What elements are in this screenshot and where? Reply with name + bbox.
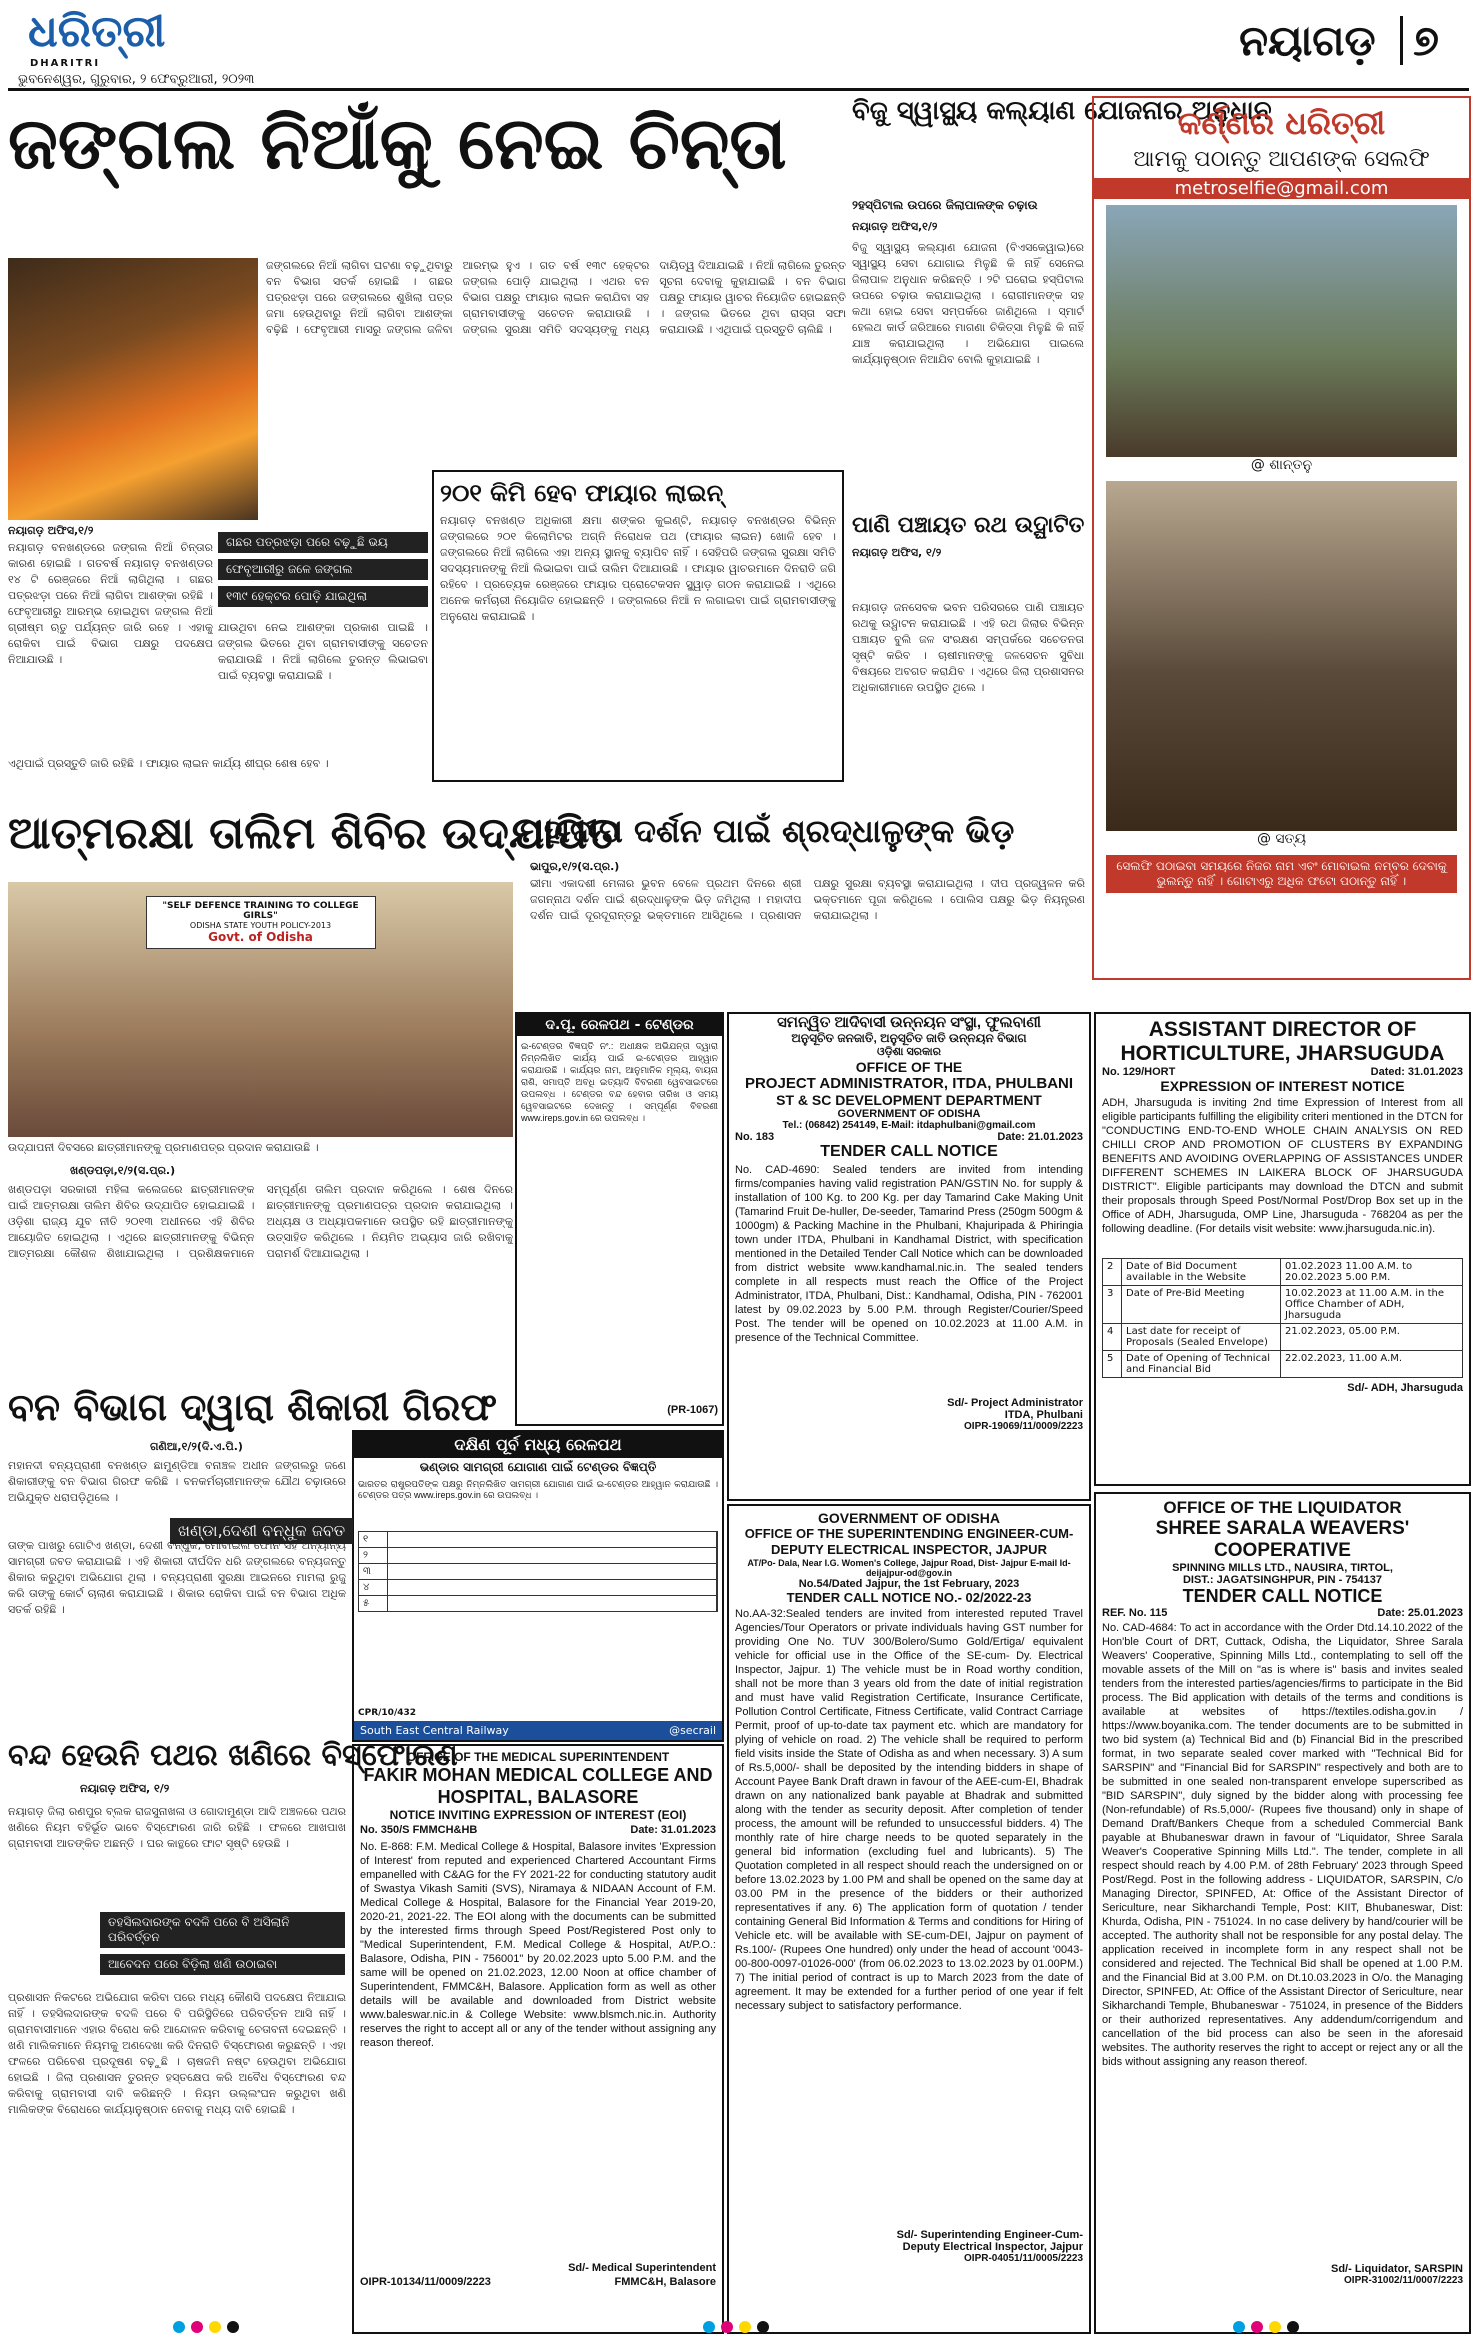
sarala-body: No. CAD-4684: To act in accordance with the Order Dtd.14.10.2022 of the Hon'ble Court of DRT, Cuttack, Odisha, the Liquidator, Shree Sarala Weavers' Cooperative, Spinning Mills Ltd., contemplating to sell off the movable assets of the Mill on "as is where is" basis and invites sealed tenders from the interested parties/agencies/firms to participate in the Bid process. The Bid application with details of the terms and conditions is available at websites of https://textiles.odisha.gov.in / https://www.boyanika.com. The tender documents are to be submitted in two bid system (a) Technical Bid and (b) Financial Bid in the prescribed format, in two separate sealed cover marked with "Technical Bid for SARSPIN" and "Financial Bid for SARSPIN" respectively and both are to be submitted in one sealed non-transparent envelope superscribed as "BID SARSPIN", duly signed by the bidder along with processing fee (Non-refundable) of Rs.5,000/- (Rupees five thousand) only in shape of Demand Draft/Bankers Cheque from a scheduled Commercial Bank payable at Bhubaneswar drawn in favour of "Liquidator, Shree Sarala Weaver's Cooperative Spinning Mills Ltd.". The tender, complete in all respect should reach by 4.00 P.M. of 28th February' 2023 through Speed Post/Regd. Post in the following address - LIQUIDATOR, SARSPIN, C/o Managing Director, SPINFED, At: Office of the Assistant Director of Sericulture, near Sikharchandi Temple, Post: KIIT, Bhubaneswar, Dist: Khurda, Odisha, PIN - 751024. In no case delivery by hand/courier will be accepted. The authority shall not be responsible for any postal delay. The application received in incomplete form in any respect shall not be considered and rejected. The Technical Bid shall be opened at 1.00 P.M. and the Financial Bid at 3.00 P.M. on Dt.10.03.2023 in O/o. the Managing Director, SPINFED, At: Office of the Assistant Director of Sericulture, near Sikharchandi Temple, Bhubaneswar - 751024, in presence of the Bidders or their authorized representatives. Any addendum/corrigendum and cancellation of the bid process can also be seen in the aforesaid websites. The authority reserves the right to accept or reject any or all the bids without assigning any reason thereof. [1102,1622,1463,2068]
lead-bullets [218,532,428,607]
railway-tender-body: ଇ-ଟେଣ୍ଡର ବିଜ୍ଞପ୍ତି ନଂ.: ଅଧୀକ୍ଷକ ଅଭିଯନ୍ତା ଦ୍ୱାରା ନିମ୍ନଲିଖିତ କାର୍ଯ୍ୟ ପାଇଁ ଇ-ଟେଣ୍ଡର ଆହ୍ୱାନ କରାଯାଉଛି । କାର୍ଯ୍ୟର ନାମ, ଆନୁମାନିକ ମୂଲ୍ୟ, ବାୟନା ରାଶି, ସମାପ୍ତି ଅବଧି ଇତ୍ୟାଦି ବିବରଣୀ ୱେବସାଇଟରେ ଉପଲବ୍ଧ । ଟେଣ୍ଡର ବନ୍ଦ ହେବାର ତାରିଖ ଓ ସମୟ ୱେବସାଇଟରେ ଦେଖନ୍ତୁ । ସମ୍ପୂର୍ଣ୍ଣ ବିବରଣୀ www.ireps.gov.in ରେ ଉପଲବ୍ଧ । [521,1041,718,1123]
secr-handle: @secrail [669,1724,716,1737]
jajpur-sign2: Deputy Electrical Inspector, Jajpur [902,2241,1083,2253]
selfie-banner: କର୍ଣ୍ଣର ଧରିତ୍ରୀ [1177,104,1386,142]
horti-title: ASSISTANT DIRECTOR OF HORTICULTURE, JHARSUGUDA [1120,1018,1445,1065]
defence-banner-sub: ODISHA STATE YOUTH POLICY-2013 [189,921,332,930]
secr-footer-name: South East Central Railway [360,1724,509,1737]
panchayat-body: ନୟାଗଡ଼ ଜନସେବକ ଭବନ ପରିସରରେ ପାଣି ପଞ୍ଚାୟତ ରଥକୁ ଉଦ୍ଘାଟନ କରାଯାଇଛି । ଏହି ରଥ ଜିଲାର ବିଭିନ୍ନ ପଞ୍ଚାୟତ ବୁଲି ଜଳ ସଂରକ୍ଷଣ ସମ୍ପର୍କରେ ସଚେତନତା ସୃଷ୍ଟି କରିବ । ଚାଷୀମାନଙ୍କୁ ଜଳସେଚନ ସୁବିଧା ବିଷୟରେ ଅବଗତ କରାଯିବ । ଏଥିରେ ଜିଲା ପ୍ରଶାସନର ଅଧିକାରୀମାନେ ଉପସ୍ଥିତ ଥିଲେ । [852,601,1084,694]
sarala-date: Date: 25.01.2023 [1377,1607,1463,1619]
secr-table-row: ୨ [359,1547,717,1563]
hunter-headline: ବନ ବିଭାଗ ଦ୍ୱାରା ଶିକାରୀ ଗିରଫ [8,1384,497,1429]
itda-no: No. 183 [735,1131,775,1143]
jajpur-gov: GOVERNMENT OF ODISHA [817,1510,1000,1526]
sarala-name: SHREE SARALA WEAVERS' COOPERATIVE [1155,1518,1410,1561]
fm-ref-row [354,1822,722,1838]
defence-dateline: ଖଣ୍ଡପଡ଼ା,୧/୨(ସ.ପ୍ର.) [70,1164,176,1177]
selfie-email: metroselfie@gmail.com [1094,178,1469,199]
lead-bullet: ଗଛର ପତ୍ରଝଡ଼ା ପରେ ବଢ଼ୁଛି ଭୟ [218,532,428,553]
horti-row: 5 Date of Opening of Technical and Financial Bid 22.02.2023, 11.00 A.M. [1103,1350,1462,1377]
railway-tender-ad [515,1012,724,1426]
newspaper-logo: ଧରିତ୍ରୀ [28,6,166,57]
lead-bullet: ଫେବୃଆରୀରୁ ଜଳେ ଜଙ୍ଗଲ [218,559,428,580]
defence-banner [146,896,376,949]
fm-notice: NOTICE INVITING EXPRESSION OF INTEREST (EOI) [389,1808,687,1822]
jajpur-body: No.AA-32:Sealed tenders are invited from interested reputed Travel Agencies/Tour Operators or private individuals having GST number for providing One No. TUV 300/Bolero/Sumo Gold/Ertiga/ equivalent vehicle for official use in the Office of the SE-cum- Dy. Electrical Inspector, Jajpur. 1) The vehicle must be in Road worthy condition, shall not be more than 3 years old from the date of initial registration and must have valid Registration Certificate, Insurance Certificate, Pollution Control Certificate, Fitness Certificate, valid Contract Carriage Permit, proof of up-to-date tax payment etc. which are mandatory for plying of vehicle on road. 2) The vehicle shall be required to perform field visits inside the State of Odisha as and when necessary. 3) A sum of Rs.5,000/- shall be deposited by the intending bidders in shape of Account Payee Bank Draft drawn in favour of the AEE-cum-EI, Bhadrak drawn on any nationalized bank payable at Bhadrak and submitted along with the tender as security deposit. After completion of tender process, the amount will be refunded to unsuccessful bidders. 4) The monthly rate of hire charge needs to be quoted separately in the general bid information (excluding fuel and lubricants). 5) The Quotation completed in all respect should reach the undersigned on or before 13.02.2023 by 1.00 PM and shall be opened on the same day at 03.00 PM in the presence of the bidders or their authorized representatives if any. 6) The application form of quotation / tender containing General Bid Information & Terms and conditions for Hiring of Vehicle etc. will be available with SE-cum-DEI, Jajpur on payment of Rs.100/- (Rupees One hundred) only under the head of account '0043-00-800-0097-01026-000' (from 06.02.2023 to 13.02.2023 by 01.00PM.) 7) The initial period of contract is up to March 2023 from the date of agreement. It may be extended for a further period of one year if felt necessary subject to satisfactory performance. [735,1608,1083,2012]
sarala-notice: TENDER CALL NOTICE [1182,1586,1383,1606]
mahadeep-body: ଭୀମା ଏକାଦଶୀ ମେଳାର ଭୁବନ ବେଳେ ପ୍ରଥମ ଦିନରେ ଶ୍ରୀ ଜଗନ୍ନାଥ ଦର୍ଶନ ପାଇଁ ଶ୍ରଦ୍ଧାଳୁଙ୍କ ଭିଡ଼ ଜମିଥିଲା । ମହାଦୀପ ଦର୍ଶନ ପାଇଁ ଦୂରଦୂରାନ୍ତରୁ ଭକ୍ତମାନେ ଆସିଥିଲେ । ପ୍ରଶାସନ ପକ୍ଷରୁ ସୁରକ୍ଷା ବ୍ୟବସ୍ଥା କରାଯାଇଥିଲା । ଦୀପ ପ୍ରଜ୍ୱଳନ କରି ଭକ୍ତମାନେ ପୂଜା କରିଥିଲେ । ପୋଲିସ ପକ୍ଷରୁ ଭିଡ଼ ନିୟନ୍ତ୍ରଣ କରାଯାଇଥିଲା । [530,877,1085,922]
fm-office: OFFICE OF THE MEDICAL SUPERINTENDENT [406,1750,670,1764]
sarala-sign: Sd/- Liquidator, SARSPIN [1330,2263,1463,2275]
jajpur-notice: TENDER CALL NOTICE NO.- 02/2022-23 [786,1590,1032,1605]
lead-body-top: ଜଙ୍ଗଲରେ ନିଆଁ ଲାଗିବା ଘଟଣା ବଢ଼ୁଥିବାରୁ ବନ ବିଭାଗ ସତର୍କ ହୋଇଛି । ଗଛର ପତ୍ରଝଡ଼ା ପରେ ଜଙ୍ଗଲରେ ଶୁଖିଲା ପତ୍ର ଜମା ହେଉଥିବାରୁ ନିଆଁ ଲାଗିବା ଆଶଙ୍କା ବଢ଼ିଛି । ଫେବୃଆରୀ ମାସରୁ ଜଙ୍ଗଲ ଜଳିବା ଆରମ୍ଭ ହୁଏ । ଗତ ବର୍ଷ ୧୩୯ ହେକ୍ଟର ଜଙ୍ଗଲ ପୋଡ଼ି ଯାଇଥିଲା । ଏଥର ବନ ବିଭାଗ ପକ୍ଷରୁ ଫାୟାର ଲାଇନ କରାଯିବା ସହ ଗ୍ରାମବାସୀଙ୍କୁ ସଚେତନ କରାଯାଉଛି । ଜଙ୍ଗଲ ସୁରକ୍ଷା ସମିତି ସଦସ୍ୟଙ୍କୁ ମଧ୍ୟ ଦାୟିତ୍ୱ ଦିଆଯାଇଛି । ନିଆଁ ଲାଗିଲେ ତୁରନ୍ତ ସୂଚନା ଦେବାକୁ କୁହାଯାଇଛି । ବନ ବିଭାଗ ପକ୍ଷରୁ ଫାୟାର ୱାଚର ନିୟୋଜିତ ହୋଇଛନ୍ତି । ଜଙ୍ଗଲ ଭିତରେ ଥିବା ରାସ୍ତା ସଫା କରାଯାଉଛି । ଏଥିପାଇଁ ପ୍ରସ୍ତୁତି ଚାଲିଛି । [266,259,846,336]
section-title [1239,16,1439,66]
quarry-bullet: ତହସିଲଦାରଙ୍କ ବଦଳି ପରେ ବି ଅସିଲାନି ପରିବର୍ତ୍ତନ [100,1912,345,1948]
sarala-ref: REF. No. 115 [1102,1607,1168,1619]
quarry-headline: ବନ୍ଦ ହେଉନି ପଥର ଖଣିରେ ବିସ୍ଫୋରଣ [8,1738,458,1773]
selfie-photo-1 [1106,205,1457,457]
selfie-corner [1092,96,1471,980]
itda-notice: TENDER CALL NOTICE [820,1143,998,1160]
defence-body: ଖଣ୍ଡପଡ଼ା ସରକାରୀ ମହିଳା କଲେଜରେ ଛାତ୍ରୀମାନଙ୍କ ପାଇଁ ଆତ୍ମରକ୍ଷା ତାଲିମ ଶିବିର ଉଦ୍ଯାପିତ ହୋଇଯାଇଛି । ଓଡ଼ିଶା ରାଜ୍ୟ ଯୁବ ନୀତି ୨୦୧୩ ଅଧୀନରେ ଏହି ଶିବିର ଆୟୋଜିତ ହୋଇଥିଲା । ଏଥିରେ ଛାତ୍ରୀମାନଙ୍କୁ ବିଭିନ୍ନ ଆତ୍ମରକ୍ଷା କୌଶଳ ଶିଖାଯାଇଥିଲା । ପ୍ରଶିକ୍ଷକମାନେ ସମ୍ପୂର୍ଣ୍ଣ ତାଲିମ ପ୍ରଦାନ କରିଥିଲେ । ଶେଷ ଦିନରେ ଛାତ୍ରୀମାନଙ୍କୁ ପ୍ରମାଣପତ୍ର ପ୍ରଦାନ କରାଯାଇଥିଲା । ଅଧ୍ୟକ୍ଷ ଓ ଅଧ୍ୟାପକମାନେ ଉପସ୍ଥିତ ରହି ଛାତ୍ରୀମାନଙ୍କୁ ଉତ୍ସାହିତ କରିଥିଲେ । ନିୟମିତ ଅଭ୍ୟାସ ଜାରି ରଖିବାକୁ ପରାମର୍ଶ ଦିଆଯାଇଥିଲା । [8,1183,513,1260]
fm-college-ad [352,1744,724,2334]
selfie-caption-1: @ ଶାନ୍ତନୁ [1250,457,1313,473]
dateline: ଭୁବନେଶ୍ୱର, ଗୁରୁବାର, ୨ ଫେବ୍ରୁଆରୀ, ୨୦୨୩ [18,72,255,87]
jajpur-address: AT/Po- Dala, Near I.G. Women's College, Jajpur Road, Dist- Jajpur E-mail Id- deijajpur-od@gov.in [747,1558,1071,1578]
itda-body: No. CAD-4690: Sealed tenders are invited from intending firms/companies having valid registration PAN/GSTIN No. for supply & installation of 100 Kg. to 200 Kg. per day Tamarind Cake Making Unit (Tamarind Fruit De-huller, De-seeder, Tamarind Press (250gm 500gm & 1000gm) & Packing Machine in the Phulbani, Khajuripada & Phiringia town under ITDA, Phulbani in Kandhamal District, with specification mentioned in the Detailed Tender Call Notice which can be downloaded from district website www.kandhamal.nic.in. The sealed tenders complete in all respects must reach the Office of the Project Administrator, ITDA, Phulbani, Dist.: Kandhamal, Odisha, PIN - 762001 latest by 09.02.2023 by 5.00 P.M. through Register/Courier/Speed Post. The tender will be opened on 10.02.2023 at 11.00 A.M. in presence of the Technical Committee. [735,1164,1083,1344]
lead-body-mid: ଯାଉଥିବା ନେଇ ଆଶଙ୍କା ପ୍ରକାଶ ପାଇଛି । ଜଙ୍ଗଲ ଭିତରେ ଥିବା ଗ୍ରାମବାସୀଙ୍କୁ ସଚେତନ କରାଯାଉଛି । ନିଆଁ ଲାଗିଲେ ତୁରନ୍ତ ଲିଭାଇବା ପାଇଁ ବ୍ୟବସ୍ଥା କରାଯାଇଛି । [218,621,428,682]
secr-table-row: ୧ [359,1532,717,1547]
itda-office: OFFICE OF THE [855,1059,963,1075]
horti-row: 3 Date of Pre-Bid Meeting 10.02.2023 at 11.00 A.M. in the Office Chamber of ADH, Jharsuguda [1103,1285,1462,1323]
horti-row: 4 Last date for receipt of Proposals (Sealed Envelope) 21.02.2023, 05.00 P.M. [1103,1323,1462,1350]
panchayat-headline: ପାଣି ପଞ୍ଚାୟତ ରଥ ଉଦ୍ଘାଟିତ [852,512,1085,538]
hunter-dateline: ଗଣିଆ,୧/୨(ଦି.ଏ.ପି.) [150,1440,243,1453]
fm-sign2: FMMC&H, Balasore [614,2276,716,2288]
hunter-body: ମହାନଦୀ ବନ୍ୟପ୍ରାଣୀ ବନଖଣ୍ଡ ଛାମୁଣ୍ଡିଆ ବନାଞ୍ଚଳ ଅଧୀନ ଜଙ୍ଗଲରୁ ଜଣେ ଶିକାରୀଙ୍କୁ ବନ ବିଭାଗ ଗିରଫ କରିଛି । ବନକର୍ମଚାରୀମାନଙ୍କ ଯୌଥ ଚଢ଼ାଉରେ ଅଭିଯୁକ୍ତ ଧରାପଡ଼ିଥିଲେ । ତାଙ୍କ ପାଖରୁ ଗୋଟିଏ ଖଣ୍ଡା, ଦେଶୀ ବନ୍ଧୁକ, ମୋବାଇଲ ଫୋନ ସହ ଅନ୍ୟାନ୍ୟ ସାମଗ୍ରୀ ଜବତ କରାଯାଇଛି । ଏହି ଶିକାରୀ ଦୀର୍ଘଦିନ ଧରି ଜଙ୍ଗଲରେ ବନ୍ୟଜନ୍ତୁ ଶିକାର କରୁଥିବା ଅଭିଯୋଗ ଥିଲା । ବନ୍ୟପ୍ରାଣୀ ସୁରକ୍ଷା ଆଇନରେ ମାମଲା ରୁଜୁ କରି ତାଙ୍କୁ କୋର୍ଟ ଚାଲାଣ କରାଯାଇଛି । ଶିକାର ରୋକିବା ପାଇଁ ବନ ବିଭାଗ ଅଧିକ ସତର୍କ ରହିଛି । [8,1459,346,1616]
itda-ref-row [729,1131,1089,1143]
health-dateline: ନୟାଗଡ଼ ଅଫିସ,୧/୨ [852,220,938,233]
fm-oipr: OIPR-10134/11/0009/2223 [360,2276,491,2288]
fire-line-box [432,470,844,782]
itda-odia-sub: ଅନୁସୂଚିତ ଜନଜାତି, ଅନୁସୂଚିତ ଜାତି ଉନ୍ନୟନ ବିଭାଗ [791,1031,1027,1045]
registration-dots-left [170,2318,242,2337]
horti-no: No. 129/HORT [1102,1066,1176,1078]
logo-subtitle: DHARITRI [30,58,101,69]
jajpur-ad [727,1504,1091,2334]
fm-body: No. E-868: F.M. Medical College & Hospital, Balasore invites 'Expression of Interest' from reputed and experienced Chartered Accountant Firms empanelled with C&AG for the FY 2021-22 for conducting statutory audit of Swastya Vikash Samiti (SVS), Niramaya & NIDAAN Account of F.M. Medical College & Hospital, Balasore for the Financial Year 2019-20, 2020-21, 2021-22. The EOI along with the documents can be submitted by the interested firms through Speed Post/Registered Post only to "Medical Superintendent, F.M. Medical College & Hospital, At/P.O.: Balasore, Odisha, PIN - 756001" by 20.02.2023 upto 5.00 P.M. and the same will be opened on 21.02.2023, 12.00 Noon at office chamber of Superintendent, FMMC&H, Balasore. Application form as well as other details will be available and downloaded from District website www.baleswar.nic.in & College Website: www.blsmch.nic.in. Authority reserves the right to accept all or any of the tender without assigning any reason thereof. [360,1841,716,2049]
quarry-body-top: ନୟାଗଡ଼ ଜିଲା ରଣପୁର ବ୍ଲକ ରାଜସୁନାଖଳା ଓ ଗୋଦାମୁଣ୍ଡା ଆଦି ଅଞ୍ଚଳରେ ପଥର ଖଣିରେ ନିୟମ ବହିର୍ଭୂତ ଭାବେ ବିସ୍ଫୋରଣ ଜାରି ରହିଛି । ଫଳରେ ଆଖପାଖ ଗ୍ରାମବାସୀ ଆତଙ୍କିତ ଅଛନ୍ତି । ଘର କାନ୍ଥରେ ଫାଟ ସୃଷ୍ଟି ହେଉଛି । [8,1805,346,1850]
mahadeep-dateline: ଭାପୁର,୧/୨(ସ.ପ୍ର.) [530,860,620,873]
jajpur-oipr: OIPR-04051/11/0005/2223 [964,2253,1083,2264]
secr-title: ଦକ୍ଷିଣ ପୂର୍ବ ମଧ୍ୟ ରେଳପଥ [354,1432,722,1458]
fire-line-headline: ୨୦୧ କିମି ହେବ ଫାୟାର ଲାଇନ୍ [440,478,724,507]
registration-dots-center [700,2318,772,2337]
itda-sign2: ITDA, Phulbani [1004,1409,1083,1421]
jajpur-office: OFFICE OF THE SUPERINTENDING ENGINEER-CUM-DEPUTY ELECTRICAL INSPECTOR, JAJPUR [744,1526,1074,1557]
secr-ref: CPR/10/432 [358,1708,417,1718]
itda-name: PROJECT ADMINISTRATOR, ITDA, PHULBANI [744,1075,1074,1092]
secr-table-row: ୪ [359,1579,717,1595]
horti-notice: EXPRESSION OF INTEREST NOTICE [1160,1078,1405,1094]
secr-table [358,1531,718,1612]
itda-odia-gov: ଓଡ଼ିଶା ସରକାର [877,1046,941,1058]
railway-tender-title: ଦ.ପୂ. ରେଳପଥ - ଟେଣ୍ଡର [517,1014,722,1036]
sarala-address2: DIST.: JAGATSINGHPUR, PIN - 754137 [1182,1574,1383,1586]
itda-contact: Tel.: (06842) 254149, E-Mail: itdaphulbani@gmail.com [782,1120,1036,1131]
fm-name: FAKIR MOHAN MEDICAL COLLEGE AND HOSPITAL, BALASORE [363,1765,713,1807]
lead-body-left: ନୟାଗଡ଼ ବନଖଣ୍ଡରେ ଜଙ୍ଗଲ ନିଆଁ ଚିନ୍ତାର କାରଣ ହୋଇଛି । ଗତବର୍ଷ ନୟାଗଡ଼ ବନଖଣ୍ଡର ୧୪ ଟି ରେଞ୍ଜରେ ନିଆଁ ଲାଗିଥିଲା । ଗଛର ପତ୍ରଝଡ଼ା ପରେ ନିଆଁ ଲାଗିବା ଆଶଙ୍କା ରହିଛି । ଫେବୃଆରୀରୁ ଆରମ୍ଭ ହୋଇଥିବା ଜଙ୍ଗଲ ନିଆଁ ଗ୍ରୀଷ୍ମ ଋତୁ ପର୍ଯ୍ୟନ୍ତ ଜାରି ରହେ । ଏହାକୁ ରୋକିବା ପାଇଁ ବିଭାଗ ପକ୍ଷରୁ ପଦକ୍ଷେପ ନିଆଯାଉଛି । [8,541,213,666]
secr-tender-ad [352,1430,724,1742]
sarala-office: OFFICE OF THE LIQUIDATOR [1163,1498,1402,1517]
fm-sign: Sd/- Medical Superintendent [568,2262,716,2274]
horti-ref-row [1096,1066,1469,1078]
defence-banner-gov: Govt. of Odisha [208,930,313,944]
defence-headline: ଆତ୍ମରକ୍ଷା ତାଲିମ ଶିବିର ଉଦ୍ଯାପିତ [8,808,619,859]
defence-photo [8,882,513,1137]
itda-date: Date: 21.01.2023 [997,1131,1083,1143]
section-name: ନୟାଗଡ଼ [1239,16,1376,65]
mahadeep-headline: ମହାଦୀପ ଦର୍ଶନ ପାଇଁ ଶ୍ରଦ୍ଧାଳୁଙ୍କ ଭିଡ଼ [520,812,1015,850]
railway-tender-ref: (PR-1067) [667,1404,718,1416]
selfie-photo-2 [1106,481,1457,831]
health-headline: ବିଜୁ ସ୍ୱାସ୍ଥ୍ୟ କଲ୍ୟାଣ ଯୋଜନାର ଅନୁଧାନ [852,96,1272,126]
horti-body: ADH, Jharsuguda is inviting 2nd time Expression of Interest from all eligible participants fulfilling the eligibility criteri mentioned in the DTCN for "CONDUCTING END-TO-END WHOLE CHAIN ANALYSIS ON RED CHILLI CROP AND PROMOTION OF CLUSTERS BY EXPANDING BENEFITS AND AVOIDING OVERLAPPING OF ASSISTANCES UNDER DIFFERENT SCHEMES IN LAIKERA BLOCK OF JHARSUGUDA DISTRICT". Eligible participants may download the DTCN and submit their proposals through Speed Post/Normal Post/Drop Box set up in the Office of ADH, Jharsuguda, OMP Line, Jharsuguda - 768204 as per the following deadline. (For details visit website: www.jharsuguda.nic.in). [1102,1097,1463,1235]
defence-banner-text: "SELF DEFENCE TRAINING TO COLLEGE GIRLS" [162,901,359,921]
fire-line-body: ନୟାଗଡ଼ ବନଖଣ୍ଡ ଅଧିକାରୀ କ୍ଷମା ଶଙ୍କର କୁଇଣ୍ଟି, ନୟାଗଡ଼ ବନଖଣ୍ଡର ବିଭିନ୍ନ ଜଙ୍ଗଲରେ ୨୦୧ କିଲୋମିଟର ଅଗ୍ନି ନିରୋଧକ ପଥ (ଫାୟାର ଲାଇନ) ଖୋଳି ହେବ । ଜଙ୍ଗଲରେ ନିଆଁ ଲାଗିଲେ ଏହା ଅନ୍ୟ ସ୍ଥାନକୁ ବ୍ୟାପିବ ନାହିଁ । ସେହିପରି ଜଙ୍ଗଲ ସୁରକ୍ଷା ସମିତି ସଦସ୍ୟମାନଙ୍କୁ ନିଆଁ ଲିଭାଇବା ପାଇଁ ତାଲିମ ଦିଆଯାଉଛି । ଫାୟାର ୱାଚରମାନେ ଦିନରାତି ଜଗି ରହିବେ । ପ୍ରତ୍ୟେକ ରେଞ୍ଜରେ ଫାୟାର ପ୍ରୋଟେକସନ ସ୍କ୍ୱାଡ଼ ଗଠନ କରାଯାଇଛି । ଏଥିରେ ଅନେକ କର୍ମଚାରୀ ନିୟୋଜିତ ହୋଇଛନ୍ତି । ଜଙ୍ଗଲରେ ନିଆଁ ନ ଲଗାଇବା ପାଇଁ ଗ୍ରାମବାସୀଙ୍କୁ ଅନୁରୋଧ କରାଯାଇଛି । [440,514,836,623]
fm-date: Date: 31.01.2023 [630,1824,716,1836]
secr-intro: ଭାରତର ରାଷ୍ଟ୍ରପତିଙ୍କ ପକ୍ଷରୁ ନିମ୍ନଲିଖିତ ସାମଗ୍ରୀ ଯୋଗାଣ ପାଇଁ ଇ-ଟେଣ୍ଡର ଆହ୍ୱାନ କରାଯାଉଛି । ଟେଣ୍ଡର ପତ୍ର www.ireps.gov.in ରେ ଉପଲବ୍ଧ । [358,1479,718,1500]
sarala-ref-row [1096,1607,1469,1619]
itda-gov: GOVERNMENT OF ODISHA [837,1108,981,1120]
itda-oipr: OIPR-19069/11/0009/2223 [964,1421,1083,1432]
itda-ad [727,1012,1091,1501]
forest-fire-photo [8,258,258,520]
quarry-body-bottom: ପ୍ରଶାସନ ନିକଟରେ ଅଭିଯୋଗ କରିବା ପରେ ମଧ୍ୟ କୌଣସି ପଦକ୍ଷେପ ନିଆଯାଇ ନାହିଁ । ତହସିଲଦାରଙ୍କ ବଦଳି ପରେ ବି ପରିସ୍ଥିତିରେ ପରିବର୍ତ୍ତନ ଆସି ନାହିଁ । ଗ୍ରାମବାସୀମାନେ ଏହାର ବିରୋଧ କରି ଆନ୍ଦୋଳନ କରିବାକୁ ଚେତାବନୀ ଦେଇଛନ୍ତି । ଖଣି ମାଲିକମାନେ ନିୟମକୁ ଅଣଦେଖା କରି ଦିନରାତି ବିସ୍ଫୋରଣ କରୁଛନ୍ତି । ଏହା ଫଳରେ ପରିବେଶ ପ୍ରଦୂଷଣ ବଢ଼ୁଛି । ଚାଷଜମି ନଷ୍ଟ ହେଉଥିବା ଅଭିଯୋଗ ହୋଇଛି । ଜିଲା ପ୍ରଶାସନ ତୁରନ୍ତ ହସ୍ତକ୍ଷେପ କରି ଅବୈଧ ବିସ୍ଫୋରଣ ବନ୍ଦ କରିବାକୁ ଗ୍ରାମବାସୀ ଦାବି କରିଛନ୍ତି । ନିୟମ ଉଲ୍ଲଂଘନ କରୁଥିବା ଖଣି ମାଲିକଙ୍କ ବିରୋଧରେ କାର୍ଯ୍ୟାନୁଷ୍ଠାନ ନେବାକୁ ମଧ୍ୟ ଦାବି ହୋଇଛି । [8,1991,346,2116]
horti-table [1102,1258,1463,1378]
health-subheadline: ୨ହସ୍ପିଟାଲ ଉପରେ ଜିଲାପାଳଙ୍କ ଚଢ଼ାଉ [852,198,1038,212]
lead-headline: ଜଙ୍ଗଲ ନିଆଁକୁ ନେଇ ଚିନ୍ତା [8,100,787,185]
page-number: ୭ [1400,16,1439,65]
quarry-dateline: ନୟାଗଡ଼ ଅଫିସ, ୧/୨ [80,1782,170,1795]
jajpur-dated: No.54/Dated Jajpur, the 1st February, 2023 [798,1578,1020,1590]
quarry-bullet: ଆବେଦନ ପରେ ବିଡ଼ିଲା ଖଣି ଉଠାଇବା [100,1954,345,1975]
hunter-bullet: ଖଣ୍ଡା,ଦେଶୀ ବନ୍ଧୁକ ଜବତ [170,1518,353,1544]
secr-table-row: ୩ [359,1563,717,1579]
secr-subtitle: ଭଣ୍ଡାର ସାମଗ୍ରୀ ଯୋଗାଣ ପାଇଁ ଟେଣ୍ଡର ବିଜ୍ଞପ୍ତି [419,1460,657,1474]
defence-caption: ଉଦ୍ଯାପନୀ ଦିବସରେ ଛାତ୍ରୀମାନଙ୍କୁ ପ୍ରମାଣପତ୍ର ପ୍ରଦାନ କରାଯାଉଛି । [8,1141,319,1154]
sarala-ad [1094,1492,1471,2334]
quarry-bullets [100,1912,345,1975]
itda-sign: Sd/- Project Administrator [947,1397,1083,1409]
horti-sign: Sd/- ADH, Jharsuguda [1347,1382,1463,1394]
selfie-caption-2: @ ସତ୍ୟ [1256,831,1307,847]
health-body: ବିଜୁ ସ୍ୱାସ୍ଥ୍ୟ କଲ୍ୟାଣ ଯୋଜନା (ବିଏସକେୱାଇ)ରେ ସ୍ୱାସ୍ଥ୍ୟ ସେବା ଯୋଗାଇ ମିଳୁଛି କି ନାହିଁ ସେନେଇ ଜିଲାପାଳ ଅନୁଧାନ କରିଛନ୍ତି । ୨ଟି ଘରୋଇ ହସ୍ପିଟାଲ ଉପରେ ଚଢ଼ାଉ କରାଯାଇଥିଲା । ରୋଗୀମାନଙ୍କ ସହ କଥା ହୋଇ ସେବା ସମ୍ପର୍କରେ ଜାଣିଥିଲେ । ସ୍ମାର୍ଟ ହେଲଥ କାର୍ଡ ଜରିଆରେ ମାଗଣା ଚିକିତ୍ସା ମିଳୁଛି କି ନାହିଁ ଯାଞ୍ଚ କରାଯାଇଥିଲା । ଅଭିଯୋଗ ପାଇଲେ କାର୍ଯ୍ୟାନୁଷ୍ଠାନ ନିଆଯିବ ବୋଲି କୁହାଯାଇଛି । [852,241,1084,366]
horti-row: 2 Date of Bid Document available in the Website 01.02.2023 11.00 A.M. to 20.02.2023 5.00 P.M. [1103,1259,1462,1285]
secr-table-row: ୫ [359,1595,717,1611]
registration-dots-right [1230,2318,1302,2337]
sarala-address1: SPINNING MILLS LTD., NAUSIRA, TIRTOL, [1172,1562,1393,1574]
selfie-note: ସେଲଫି ପଠାଇବା ସମୟରେ ନିଜର ନାମ ଏବଂ ମୋବାଇଲ ନମ୍ବର ଦେବାକୁ ଭୁଲନ୍ତୁ ନାହିଁ । ଗୋଟାଏରୁ ଅଧିକ ଫଟୋ ପଠାନ୍ତୁ ନାହିଁ । [1106,855,1457,893]
lead-dateline: ନୟାଗଡ଼ ଅଫିସ,୧/୨ [8,524,94,537]
itda-dept: ST & SC DEVELOPMENT DEPARTMENT [776,1092,1042,1108]
selfie-tagline: ଆମକୁ ପଠାନ୍ତୁ ଆପଣଙ୍କ ସେଲଫି [1133,147,1430,172]
masthead [8,6,1469,91]
fm-no: No. 350/S FMMCH&HB [360,1824,478,1836]
sarala-oipr: OIPR-31002/11/0007/2223 [1344,2275,1463,2286]
panchayat-dateline: ନୟାଗଡ଼ ଅଫିସ, ୧/୨ [852,546,942,559]
horticulture-ad [1094,1012,1471,1486]
jajpur-sign: Sd/- Superintending Engineer-Cum- [896,2229,1083,2241]
fm-footer-row [354,2274,722,2290]
itda-odia-title: ସମନ୍ୱିତ ଆଦିବାସୀ ଉନ୍ନୟନ ସଂସ୍ଥା, ଫୁଲବାଣୀ [777,1014,1041,1031]
lead-body-bottom: ଏଥିପାଇଁ ପ୍ରସ୍ତୁତି ଜାରି ରହିଛି । ଫାୟାର ଲାଇନ କାର୍ଯ୍ୟ ଶୀଘ୍ର ଶେଷ ହେବ । [8,757,329,770]
lead-bullet: ୧୩୯ ହେକ୍ଟର ପୋଡ଼ି ଯାଇଥିଲା [218,586,428,607]
horti-date: Dated: 31.01.2023 [1370,1066,1463,1078]
